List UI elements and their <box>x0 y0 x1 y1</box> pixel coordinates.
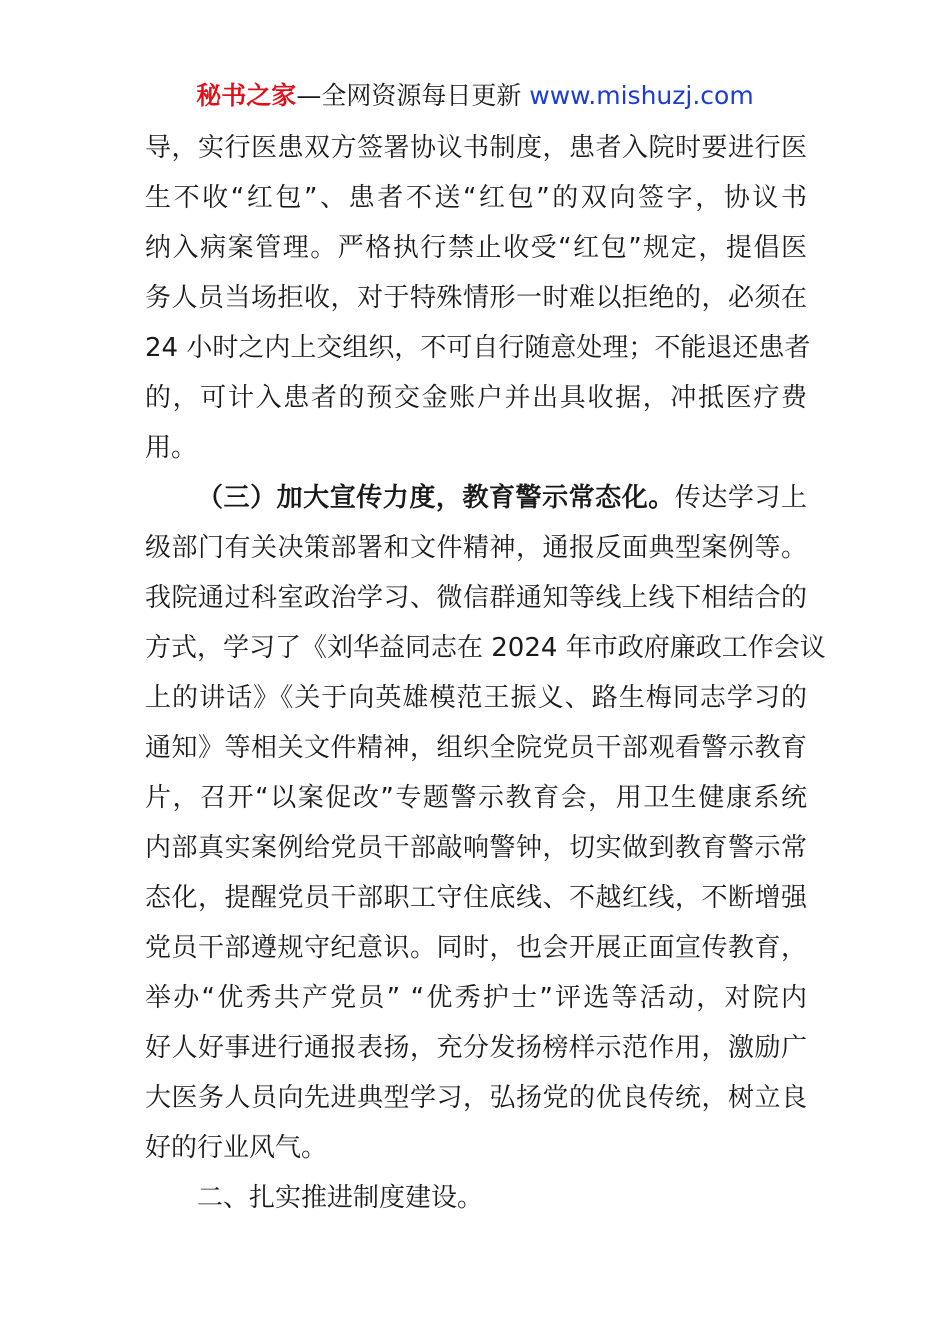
section-heading-line <box>145 473 807 523</box>
brand-name: 秘书之家 <box>196 81 297 110</box>
text-line: 片，召开“以案促改”专题警示教育会，用卫生健康系统 <box>145 783 807 813</box>
text-line: 好人好事进行通报表扬，充分发扬榜样示范作用，激励广 <box>145 1033 807 1063</box>
text-line: 我院通过科室政治学习、微信群通知等线上线下相结合的 <box>145 583 807 613</box>
text-line: 党员干部遵规守纪意识。同时，也会开展正面宣传教育， <box>145 933 807 963</box>
text-line: 务人员当场拒收，对于特殊情形一时难以拒绝的，必须在 <box>145 283 807 313</box>
text-line: 举办“优秀共产党员” “优秀护士”评选等活动，对院内 <box>145 983 807 1013</box>
text-line: 上的讲话》《关于向英雄模范王振义、路生梅同志学习的 <box>145 683 807 713</box>
text-line: 生不收“红包”、患者不送“红包”的双向签字，协议书 <box>145 183 807 213</box>
text-line-rest: 传达学习上 <box>674 483 807 513</box>
section-heading: （三）加大宣传力度，教育警示常态化。 <box>197 483 675 513</box>
text-line: 24 小时之内上交组织，不可自行随意处理；不能退还患者 <box>145 333 811 363</box>
text-line: 通知》等相关文件精神，组织全院党员干部观看警示教育 <box>145 733 807 763</box>
text-line: 导，实行医患双方签署协议书制度，患者入院时要进行医 <box>145 133 807 163</box>
section-heading-2: 二、扎实推进制度建设。 <box>197 1183 484 1213</box>
text-line: 纳入病案管理。严格执行禁止收受“红包”规定，提倡医 <box>145 233 807 263</box>
text-line: 大医务人员向先进典型学习，弘扬党的优良传统，树立良 <box>145 1083 807 1113</box>
site-url[interactable]: www.mishuzj.com <box>529 81 754 110</box>
text-line: 方式，学习了《刘华益同志在 2024 年市政府廉政工作会议 <box>145 633 826 663</box>
header-slogan: —全网资源每日更新 <box>296 81 530 110</box>
document-body <box>145 123 826 1223</box>
text-line: 级部门有关决策部署和文件精神，通报反面典型案例等。 <box>145 533 807 563</box>
page-header <box>0 78 950 114</box>
text-line: 用。 <box>145 433 198 463</box>
text-line: 态化，提醒党员干部职工守住底线、不越红线，不断增强 <box>145 883 807 913</box>
text-line: 的，可计入患者的预交金账户并出具收据，冲抵医疗费 <box>145 383 807 413</box>
text-line: 好的行业风气。 <box>145 1133 328 1163</box>
text-line: 内部真实案例给党员干部敲响警钟，切实做到教育警示常 <box>145 833 807 863</box>
